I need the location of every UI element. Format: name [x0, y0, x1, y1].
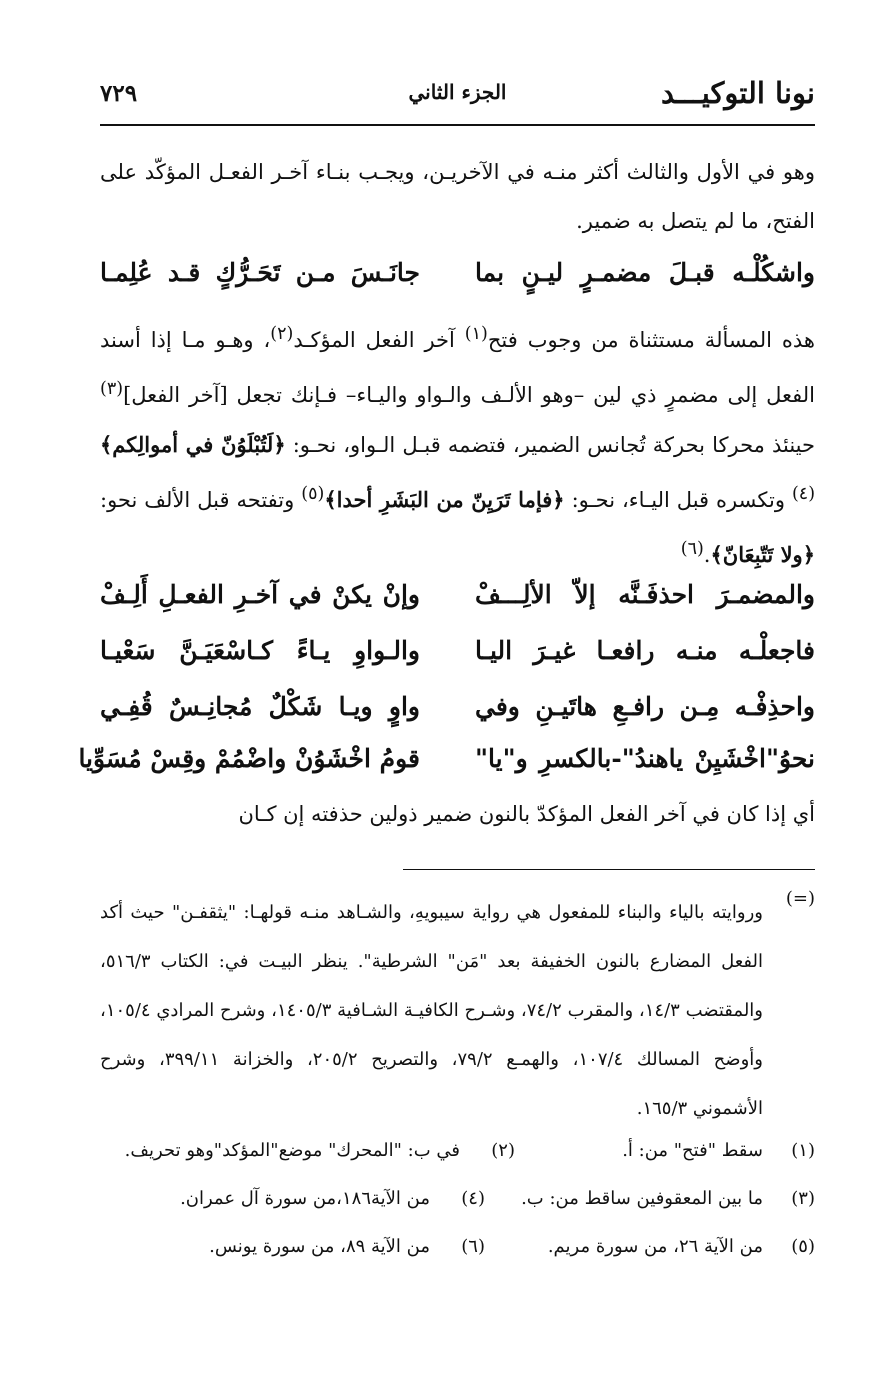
verse-4-first-hemistich: واحذِفْـه مِـن رافـعِ هاتَيـنِ وفي: [475, 692, 815, 721]
footnote-ref-2: (٢): [270, 324, 294, 344]
verse-2-second-hemistich: وإنْ يكنْ في آخـرِ الفعـلِ أَلِـفْ: [100, 580, 420, 609]
footnote-ref-5: (٥): [301, 484, 325, 504]
verse-line-4: [100, 692, 815, 747]
paragraph-1: وهو في الأول والثالث أكثر منـه في الآخريـن، ويجـب بنـاء آخـر الفعـل المؤكّد على الفتح، ما لم يتصل به ضمير.: [100, 160, 815, 233]
p2-text-g: .: [703, 543, 711, 567]
footnote-separator: [403, 869, 815, 870]
verse-1-first-hemistich: واشكُلْـه قبـلَ مضمـرٍ ليـنٍ بما: [475, 258, 815, 287]
p2-text-d: حينئذ محركا بحركة تُجانس الضمير، فتضمه قبـل الـواو، نحـو:: [285, 433, 815, 457]
paragraph-2: [100, 310, 815, 580]
footnote-row-3: [100, 1236, 815, 1276]
quran-quote-3: ﴿ولا تَتّبِعَانّ﴾: [710, 542, 815, 567]
footnote-6-number: (٦): [461, 1236, 485, 1257]
footnote-row-2: [100, 1188, 815, 1228]
footnote-2-number: (٢): [491, 1140, 515, 1161]
page-number: ٧٢٩: [100, 80, 138, 107]
footnote-3-text: ما بين المعقوفين ساقط من: ب.: [521, 1188, 763, 1209]
quran-quote-2: ﴿فإما تَرَيِنّ من البَشَرِ أحدا﴾: [324, 487, 565, 512]
verse-2-first-hemistich: والمضمـرَ احذفَـنَّه إلاّ الألِـــفْ: [475, 580, 815, 609]
footnote-4-number: (٤): [461, 1188, 485, 1209]
footnote-5-text: من الآية ٢٦، من سورة مريم.: [547, 1236, 763, 1257]
p2-text-b: آخر الفعل المؤكـد: [293, 328, 465, 352]
verse-line-2: [100, 580, 815, 635]
running-header: [100, 70, 815, 118]
paragraph-3: أي إذا كان في آخر الفعل المؤكدّ بالنون ضمير ذولين حذفته إن كـان: [238, 802, 815, 826]
footnote-3-number: (٣): [791, 1188, 815, 1209]
footnote-4-text: من الآية١٨٦،من سورة آل عمران.: [180, 1188, 430, 1209]
p2-text-f: وتفتحه قبل الألف نحو:: [100, 488, 302, 512]
verse-3-first-hemistich: فاجعلْـه منـه رافعـا غيـرَ اليـا: [475, 636, 815, 665]
p2-text-a: هذه المسألة مستثناة من وجوب فتح: [487, 328, 815, 352]
p2-text-e: وتكسره قبل اليـاء، نحـو:: [564, 488, 792, 512]
verse-1-second-hemistich: جانَـسَ مـن تَحَـرُّكٍ قـد عُلِمـا: [100, 258, 420, 287]
footnote-1-number: (١): [791, 1140, 815, 1161]
footnote-continuation: [100, 888, 815, 1133]
quran-quote-1: ﴿لَتُبْلَوُنّ في أموالِكم﴾: [100, 432, 286, 457]
verse-5-first-hemistich: نحوُ"اخْشَيِنْ ياهندُ"-بالكسرِ و"يا": [475, 744, 815, 773]
footnote-ref-4: (٤): [791, 484, 816, 504]
footnote-6-text: من الآية ٨٩، من سورة يونس.: [209, 1236, 430, 1257]
footnote-5-number: (٥): [791, 1236, 815, 1257]
footnote-1-text: سقط "فتح" من: أ.: [622, 1140, 763, 1161]
p2-text-c: ، وهـو مـا إذا أسند الفعل إلى مضمرٍ ذي لين –وهو الألـف والـواو واليـاء– فـإنك تجعل [آخر الفعل]: [100, 328, 815, 407]
footnote-continuation-tag: (=): [785, 888, 815, 909]
footnote-ref-3: (٣): [100, 379, 124, 399]
footnote-ref-1: (١): [464, 324, 488, 344]
verse-line-3: [100, 636, 815, 691]
header-rule: [100, 124, 815, 126]
verse-5-second-hemistich: قومُ اخْشَوُنْ واضْمُمْ وقِسْ مُسَوِّيا: [78, 744, 420, 773]
footnote-continuation-text: وروايته بالياء والبناء للمفعول هي رواية سيبويهِ، والشـاهد منـه قولهـا: "يثقفـن" حيث أكد الفعل المضارع بالنون الخفيفة بعد "مَن" الشرطية". ينظر البيـت في: الكتاب ٥١٦/٣، والمقتضب ١٤/٣، والمقرب ٧٤/٢، وشـرح الكافيـة الشـافية ١٤٠٥/٣، وشرح المرادي ١٠٥/٤، وأوضح المسالك ١٠٧/٤، والهمـع ٧٩/٢، والتصريح ٢٠٥/٢، والخزانة ٣٩٩/١١، وشرح الأشموني ١٦٥/٣.: [100, 902, 763, 1119]
volume-label: الجزء الثاني: [408, 80, 507, 104]
footnote-2-text: في ب: "المحرك" موضع"المؤكد"وهو تحريف.: [124, 1140, 460, 1161]
verse-4-second-hemistich: واوٍ ويـا شَكْلٌ مُجانِـسٌ قُفِـي: [100, 692, 420, 721]
chapter-title: نونا التوكيـــد: [661, 76, 815, 110]
verse-line-1: [100, 258, 815, 313]
verse-3-second-hemistich: والـواوِ يـاءً كـاسْعَيَـنَّ سَعْيـا: [100, 636, 420, 665]
footnote-ref-6: (٦): [680, 539, 704, 559]
footnote-row-1: [100, 1140, 815, 1180]
